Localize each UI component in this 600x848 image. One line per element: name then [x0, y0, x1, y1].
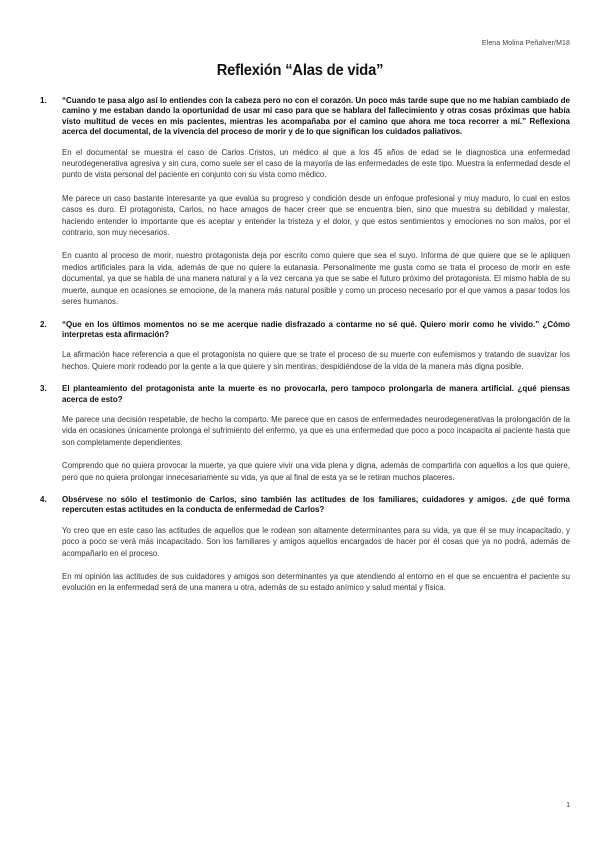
question-number: 3. — [40, 384, 47, 394]
question-item-2 — [40, 320, 570, 373]
question-item-1 — [40, 96, 570, 308]
answer-paragraph: Me parece una decisión respetable, de hecho la comparto. Me parece que en casos de enfermedades neurodegenerativas la prolongación de la vida en ocasiones únicamente prolonga el sufrimiento del enfermo, ya que es una enfermedad que poco a poco incapacita al paciente hasta que son completamente dependientes. — [62, 414, 570, 447]
answer-paragraph: En mi opinión las actitudes de sus cuidadores y amigos son determinantes ya que atendiendo al entorno en el que se encuentra el paciente su evolución en la enfermedad será de una manera u otra, además de su estado anímico y salud mental y física. — [62, 572, 570, 593]
question-item-4 — [40, 495, 570, 594]
question-text: El planteamiento del protagonista ante la muerte es no provocarla, pero tampoco prolongarla de manera artificial. ¿qué piensas acerca de esto? — [62, 384, 570, 404]
document-body — [40, 96, 570, 606]
answer-paragraph: Yo creo que en este caso las actitudes de aquellos que le rodean son altamente determinantes para su vida, ya que él se muy incapacitado, y poco a poco se verá más incapacitado. Son los familiares y amigos aquellos encargados de hacer por él cosas que ya no podrá, además de acompañarlo en el proceso. — [62, 525, 570, 558]
question-text: “Cuando te pasa algo así lo entiendes con la cabeza pero no con el corazón. Un poco más tarde supe que no me habían cambiado de camino y me estaban dando la oportunidad de usar mi caso para que se hablara del fallecimiento y otras cosas próximas que había visto multitud de veces en mis pacientes, mientras les acompañaba por el camino que ahora me toca recorrer a mí.” Reflexiona acerca del documental, de la vivencia del proceso de morir y de lo que significan los cuidados paliativos. — [62, 96, 570, 137]
answer-paragraph: En el documental se muestra el caso de Carlos Cristos, un médico al que a los 45 años de edad se le diagnostica una enfermedad neurodegenerativa agresiva y sin cura, como suele ser el caso de la mayoría de las enfermedades de este tipo. Muestra la enfermedad desde el punto de vista personal del paciente en conjunto con su vista como médico. — [62, 147, 570, 180]
question-text: Obsérvese no sólo el testimonio de Carlos, sino también las actitudes de los familiares, cuidadores y amigos. ¿de qué forma repercuten estas actitudes en la conducta de enfermedad de Carlos? — [62, 494, 570, 515]
page-title: Reflexión “Alas de vida” — [216, 62, 384, 79]
question-number: 1. — [40, 96, 47, 105]
question-text: “Que en los últimos momentos no se me acerque nadie disfrazado a contarme no sé qué. Quiero morir como he vivido.” ¿Cómo interpretas esta afirmación? — [62, 319, 570, 339]
page-number: 1 — [566, 802, 570, 809]
answer-paragraph: En cuanto al proceso de morir, nuestro protagonista deja por escrito como quiere que sea el suyo. Informa de que quiere que se le apliquen medios artificiales para la vida, además de que no quiere la eutanasia. Personalmente me gusta como se trata el proceso de morir en este documental, ya que se habla de una manera natural y a la vez cercana ya que se sabe el futuro próximo del protagonista. El mismo habla de su muerte, aunque en ocasiones se emocione, de la manera más natural posible y como un proceso necesario por el que vamos a pasar todos los seres humanos. — [62, 251, 570, 307]
question-number: 4. — [40, 494, 47, 504]
answer-paragraph: La afirmación hace referencia a que el protagonista no quiere que se trate el proceso de su muerte con eufemismos y tratando de suavizar los hechos. Quiere morir rodeado por la gente a la que quiere y sin mentiras, despidiéndose de la vida de la manera más digna posible. — [62, 350, 570, 371]
answer-paragraph: Me parece un caso bastante interesante ya que evalúa su progreso y condición desde un enfoque profesional y muy maduro, lo cual en estos casos es duro. El protagonista, Carlos, no hace amagos de hacer creer que se encuentra bien, sino que muestra su debilidad y malestar, haciendo entender lo importante que es aceptar y entender la tristeza y el dolor, y que estos sentimientos y emociones no son malos, por el contrario, son muy necesarios. — [62, 193, 570, 238]
answer-paragraph: Comprendo que no quiera provocar la muerte, ya que quiere vivir una vida plena y digna, además de compartirla con aquellos a los que quiere, pero que no quiera prolongar innecesariamente su vida, ya que al final de esta ya se le retiran muchos placeres. — [62, 461, 570, 482]
question-number: 2. — [40, 319, 47, 329]
author-header: Elena Molina Peñalver/M18 — [481, 40, 570, 47]
question-item-3 — [40, 384, 570, 483]
